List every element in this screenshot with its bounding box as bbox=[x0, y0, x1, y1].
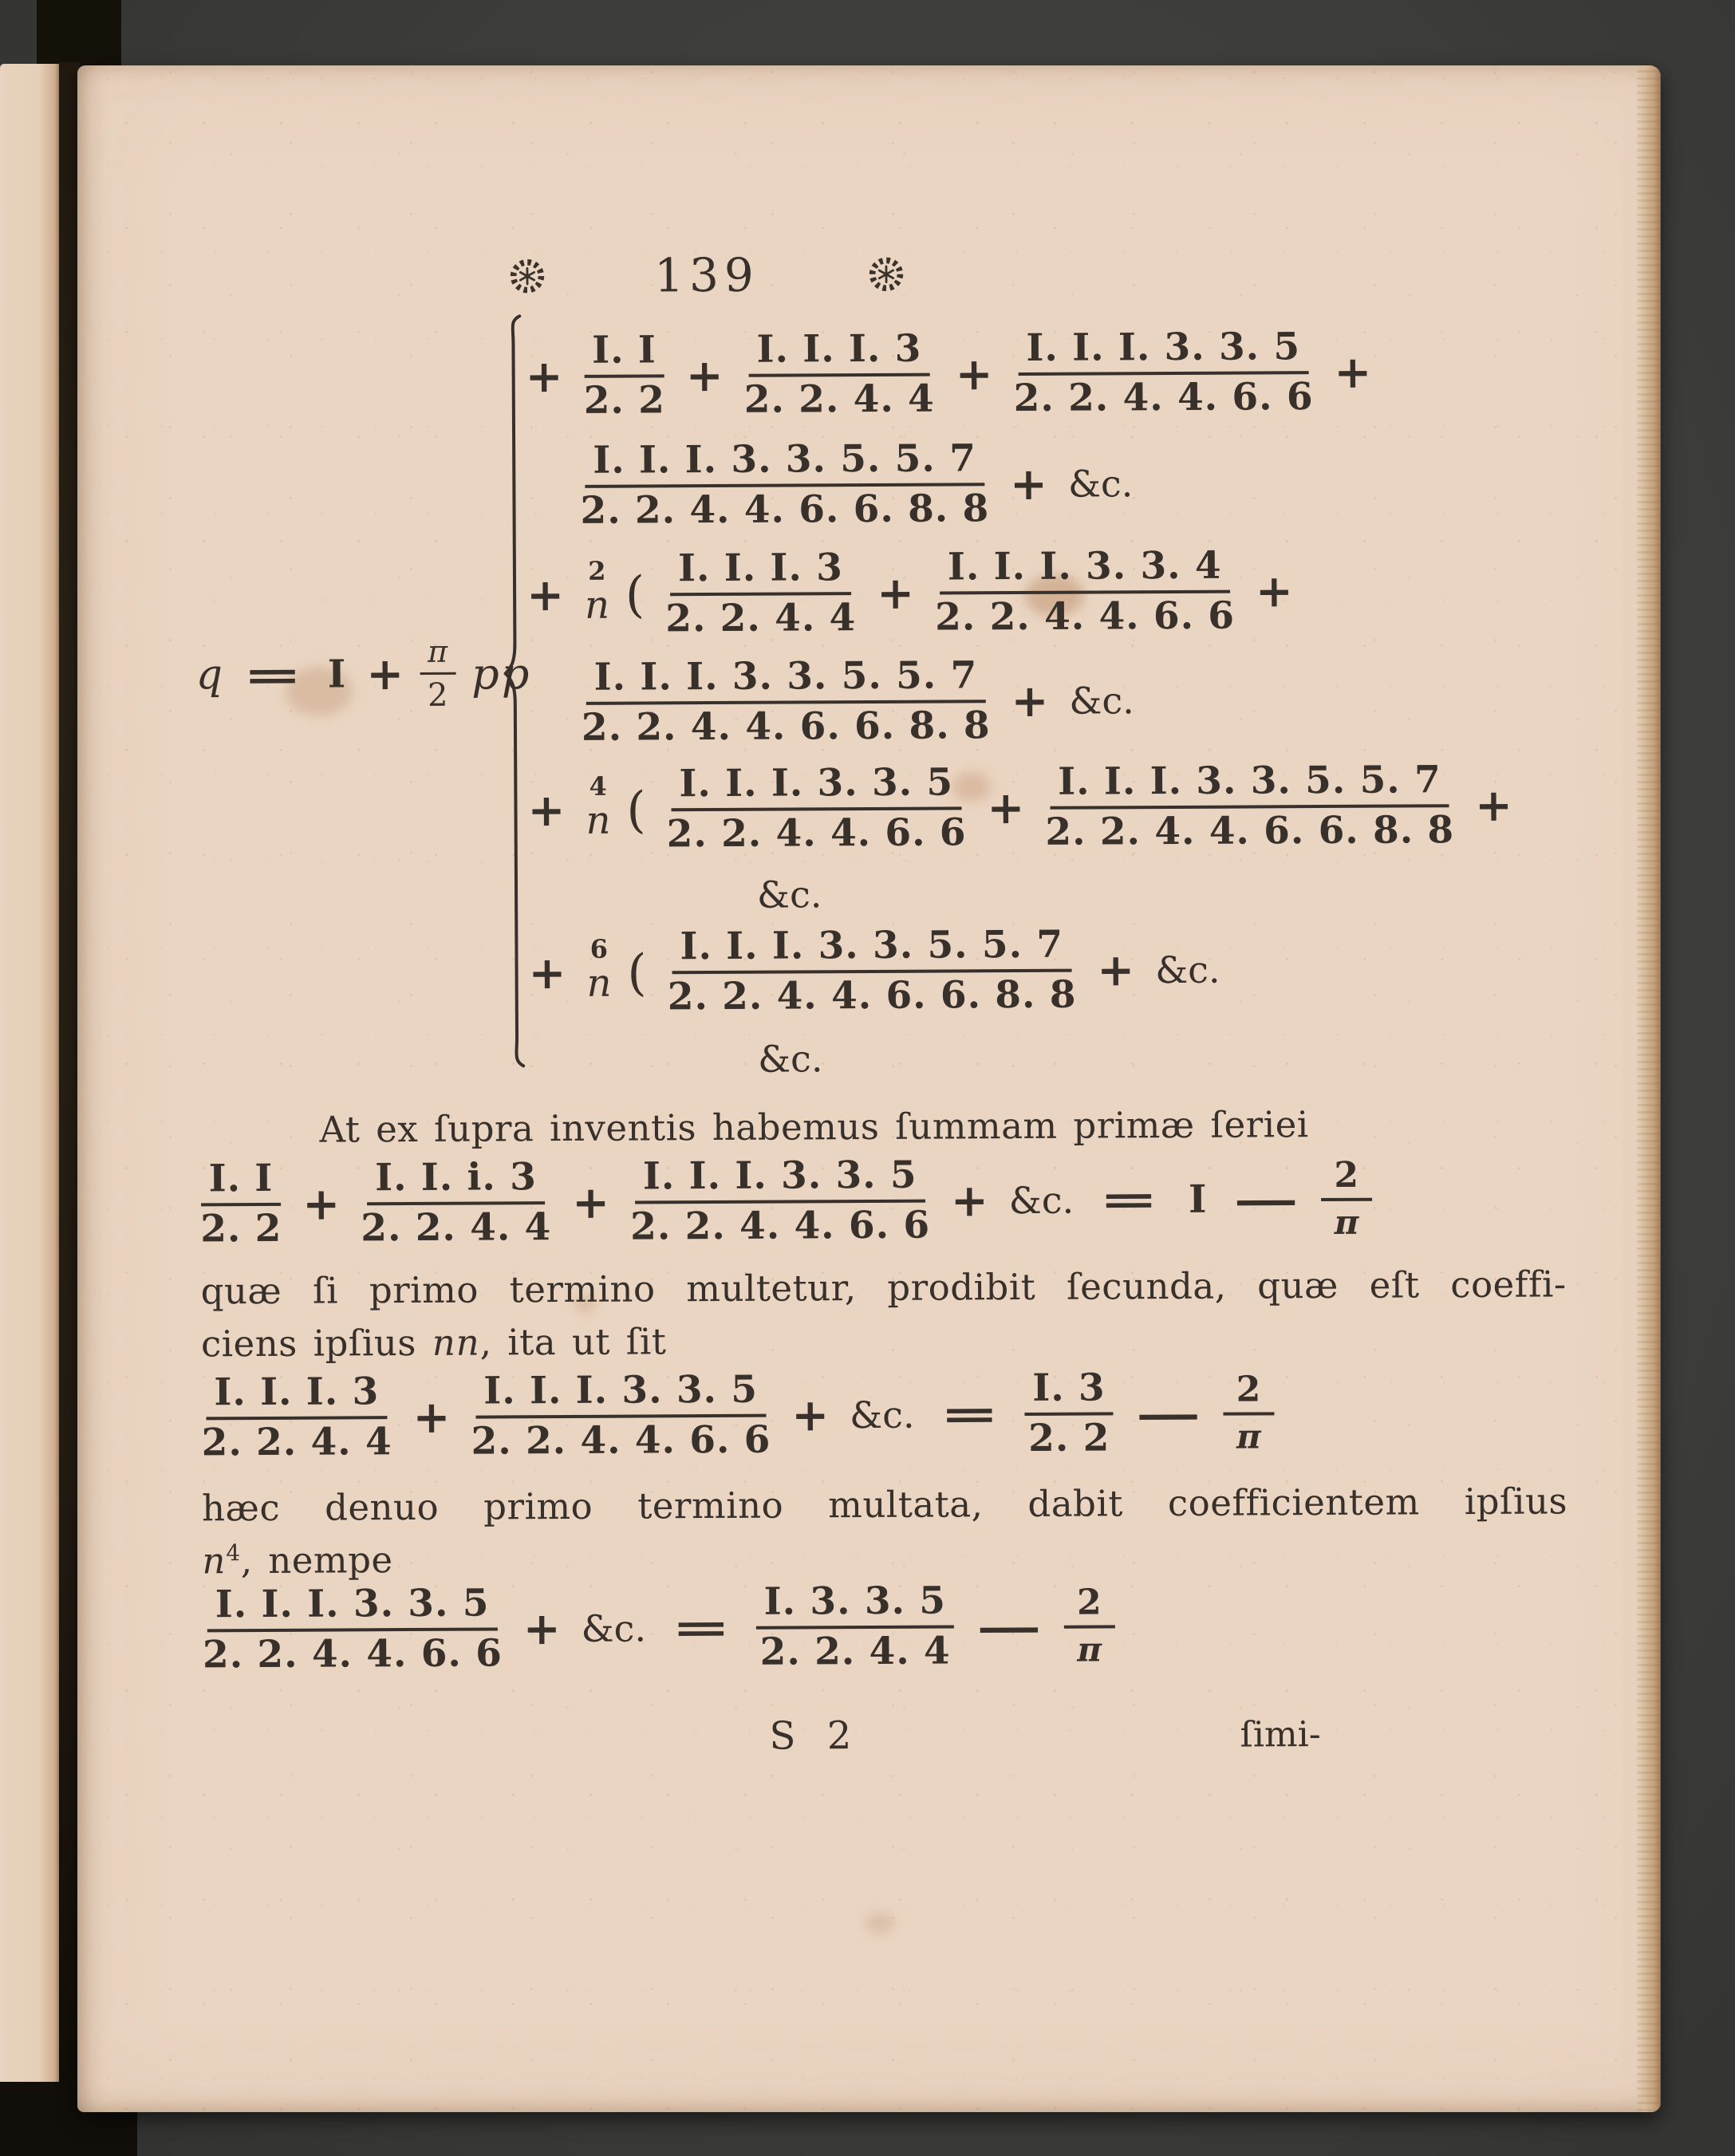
paragraph-line bbox=[201, 1311, 1567, 1371]
et-cetera-label: &c. bbox=[1067, 462, 1134, 506]
fraction bbox=[743, 326, 935, 422]
fraction-numerator: I. 3 bbox=[1024, 1369, 1114, 1415]
fraction-denominator: π bbox=[1334, 1202, 1360, 1242]
series-row-1 bbox=[525, 325, 1372, 423]
text-run: ciens ipſius bbox=[200, 1322, 432, 1366]
plus-operator: + bbox=[1474, 778, 1513, 832]
fraction bbox=[201, 1370, 392, 1465]
page-number: 139 bbox=[653, 247, 760, 303]
fraction-denominator: 2. 2. 4. 4. 6. 6 bbox=[471, 1417, 771, 1464]
series-row-7 bbox=[528, 922, 1220, 1019]
exponent: 4 bbox=[226, 1539, 241, 1567]
fraction bbox=[1224, 1369, 1275, 1456]
plus-operator: + bbox=[366, 648, 404, 701]
paragraph-line: quæ ſi primo termino multetur, prodibit ſecunda, quæ eſt coeffi- bbox=[200, 1263, 1567, 1313]
series-row-2 bbox=[580, 436, 1134, 533]
variable-n: n bbox=[584, 583, 610, 629]
page-content bbox=[77, 65, 1661, 2112]
exponent: 2 bbox=[588, 556, 606, 587]
fraction-numerator: I. I. I. 3 bbox=[206, 1373, 387, 1420]
fraction-denominator: 2. 2. 4. 4. 6. 6 bbox=[630, 1203, 931, 1249]
book-page bbox=[77, 65, 1661, 2112]
fraction-numerator: I. I. I. 3. 3. 5. 5. 7 bbox=[586, 656, 986, 704]
exponent: 4 bbox=[589, 771, 607, 802]
ink-stain bbox=[865, 1912, 895, 1934]
et-cetera-label: &c. bbox=[1008, 1178, 1075, 1222]
open-paren: ( bbox=[626, 780, 646, 839]
signature-mark: S 2 bbox=[769, 1713, 862, 1759]
fraction bbox=[1013, 325, 1314, 420]
fraction-denominator: 2. 2. 4. 4 bbox=[201, 1420, 392, 1465]
variable-n: n bbox=[586, 961, 612, 1007]
plus-operator: + bbox=[1255, 565, 1293, 618]
text-run: , nempe bbox=[240, 1539, 393, 1583]
fraction bbox=[667, 922, 1077, 1019]
minus-sign: — bbox=[976, 1600, 1042, 1653]
numeral-one: I bbox=[1188, 1177, 1207, 1222]
fraction bbox=[1024, 1366, 1114, 1460]
rosette-ornament-icon bbox=[866, 254, 906, 294]
rosette-ornament-icon bbox=[507, 256, 547, 296]
catchword: ſimi- bbox=[1240, 1714, 1321, 1756]
fraction-numerator: I. I. I. 3 bbox=[748, 330, 929, 377]
plus-operator: + bbox=[528, 946, 566, 1000]
fraction-numerator: I. I. I. 3. 3. 5. 5. 7 bbox=[672, 926, 1071, 974]
fraction-denominator: π bbox=[1236, 1417, 1262, 1456]
left-brace bbox=[502, 313, 526, 1069]
plus-operator: + bbox=[1097, 944, 1135, 997]
equals-sign: = bbox=[939, 1390, 1000, 1438]
fraction bbox=[1321, 1154, 1372, 1242]
fraction-numerator: 2 bbox=[1064, 1585, 1115, 1629]
pi-over-two-fraction bbox=[420, 633, 455, 714]
fraction bbox=[1045, 758, 1455, 854]
fraction bbox=[756, 1579, 955, 1674]
plus-operator: + bbox=[1011, 674, 1049, 727]
fraction bbox=[1064, 1582, 1115, 1669]
paragraph-fourth-power bbox=[202, 1475, 1568, 1587]
fraction-numerator: I. I bbox=[584, 331, 664, 377]
paragraph-intro: At ex ſupra inventis habemus ſummam primæ ſeriei bbox=[319, 1103, 1309, 1151]
fraction-numerator: 2 bbox=[1321, 1157, 1372, 1201]
fraction-denominator: 2. 2. 4. 4. 6. 6. 8. 8 bbox=[1045, 808, 1455, 854]
plus-operator: + bbox=[571, 1176, 610, 1229]
fraction bbox=[471, 1367, 771, 1464]
exponent: 6 bbox=[590, 934, 609, 965]
fraction-numerator: I. I. I. 3. 3. 5 bbox=[207, 1584, 498, 1632]
paragraph-line: hæc denuo primo termino multata, dabit coefficientem ipſius bbox=[201, 1480, 1568, 1530]
plus-operator: + bbox=[950, 1174, 989, 1228]
plus-operator: + bbox=[876, 566, 915, 620]
variable-n: n bbox=[586, 798, 611, 844]
fraction-numerator: I. I. I. 3. 3. 5 bbox=[1018, 328, 1308, 376]
main-equation-lhs bbox=[195, 625, 531, 723]
series-row-5 bbox=[527, 758, 1513, 857]
plus-operator: + bbox=[685, 349, 724, 403]
fraction-numerator: 2 bbox=[1224, 1372, 1275, 1416]
fraction-denominator: 2. 2. 4. 4 bbox=[743, 376, 935, 422]
variable-nn: nn bbox=[432, 1321, 480, 1365]
n-with-exponent bbox=[584, 556, 610, 629]
numeral-two: 2 bbox=[427, 676, 448, 714]
adjacent-page-edge bbox=[0, 64, 62, 2090]
fraction-numerator: I. I. I. 3. 3. 5 bbox=[475, 1371, 766, 1419]
fraction bbox=[361, 1155, 552, 1251]
et-cetera-label: &c. bbox=[1069, 679, 1134, 723]
fraction-denominator: 2. 2 bbox=[200, 1206, 282, 1251]
fraction-denominator: 2. 2. 4. 4. 6. 6. 8. 8 bbox=[667, 972, 1077, 1019]
fraction-denominator: 2. 2. 4. 4. 6. 6 bbox=[1013, 374, 1314, 420]
variable-n: n bbox=[202, 1539, 227, 1583]
series-row-6 bbox=[757, 873, 822, 916]
fraction-denominator: 2. 2. 4. 4 bbox=[361, 1204, 552, 1251]
plus-operator: + bbox=[1334, 345, 1372, 399]
open-paren: ( bbox=[625, 565, 645, 624]
series-row-4 bbox=[581, 653, 1135, 750]
fraction bbox=[630, 1153, 931, 1249]
fraction-denominator: 2. 2. 4. 4. 6. 6 bbox=[666, 810, 967, 857]
fraction bbox=[935, 543, 1236, 640]
fraction-numerator: I. 3. 3. 5 bbox=[756, 1582, 955, 1629]
open-paren: ( bbox=[627, 943, 647, 1002]
minus-sign: — bbox=[1136, 1387, 1201, 1440]
equation-n4-coefficient bbox=[203, 1581, 1115, 1675]
plus-operator: + bbox=[525, 349, 563, 404]
equation-nn-coefficient bbox=[201, 1368, 1275, 1463]
equals-sign: = bbox=[1098, 1176, 1159, 1224]
paragraph-second-series bbox=[200, 1258, 1567, 1370]
fraction-denominator: 2. 2. 4. 4 bbox=[759, 1629, 951, 1674]
plus-operator: + bbox=[522, 1602, 561, 1656]
fraction-denominator: 2. 2. 4. 4. 6. 6. 8. 8 bbox=[581, 704, 991, 750]
fraction-denominator: π bbox=[1077, 1630, 1103, 1669]
plus-operator: + bbox=[987, 781, 1025, 835]
fraction-numerator: I. I. I. 3. 3. 5 bbox=[635, 1157, 925, 1204]
fraction-denominator: 2. 2 bbox=[1028, 1416, 1110, 1460]
fraction-denominator: 2. 2. 4. 4. 6. 6 bbox=[935, 593, 1236, 640]
et-cetera-label: &c. bbox=[581, 1606, 647, 1650]
equals-sign: = bbox=[671, 1604, 731, 1652]
fraction-denominator: 2. 2. 4. 4. 6. 6 bbox=[202, 1631, 503, 1677]
fraction-denominator: 2. 2 bbox=[583, 378, 666, 423]
fraction bbox=[666, 760, 967, 857]
equation-first-series-sum bbox=[200, 1154, 1373, 1249]
fraction-denominator: 2. 2. 4. 4. 6. 6. 8. 8 bbox=[580, 487, 990, 533]
fraction-numerator: I. I. I. 3. 3. 4 bbox=[940, 547, 1230, 595]
spine-shadow-top bbox=[37, 0, 121, 69]
numeral-one: I bbox=[327, 652, 346, 697]
text-run: , ita ut ſit bbox=[479, 1320, 667, 1364]
minus-sign: — bbox=[1233, 1173, 1299, 1225]
fraction-numerator: I. I. I. 3. 3. 5. 5. 7 bbox=[585, 439, 984, 487]
fraction-numerator: I. I bbox=[201, 1160, 282, 1206]
plus-operator: + bbox=[412, 1390, 451, 1444]
series-row-8 bbox=[758, 1037, 823, 1080]
plus-operator: + bbox=[791, 1389, 830, 1442]
fraction-numerator: I. I. I. 3 bbox=[670, 549, 851, 596]
et-cetera-label: &c. bbox=[756, 873, 822, 916]
pi-symbol: π bbox=[420, 637, 455, 675]
n-with-exponent bbox=[586, 771, 611, 844]
et-cetera-label: &c. bbox=[1155, 948, 1220, 991]
variable-pp: pp bbox=[471, 648, 532, 700]
et-cetera-label: &c. bbox=[758, 1037, 823, 1081]
n-with-exponent bbox=[586, 934, 612, 1007]
fraction-numerator: I. I. I. 3. 3. 5 bbox=[671, 763, 961, 811]
fraction bbox=[580, 436, 990, 533]
et-cetera-label: &c. bbox=[850, 1393, 915, 1437]
fraction bbox=[200, 1156, 282, 1251]
fraction bbox=[583, 328, 666, 423]
plus-operator: + bbox=[955, 348, 993, 401]
plus-operator: + bbox=[1009, 457, 1048, 510]
fraction bbox=[202, 1581, 503, 1677]
equals-sign: = bbox=[242, 651, 303, 699]
fraction-denominator: 2. 2. 4. 4 bbox=[665, 595, 857, 641]
plus-operator: + bbox=[526, 568, 565, 622]
variable-q: q bbox=[195, 651, 223, 700]
fraction-numerator: I. I. I. 3. 3. 5. 5. 7 bbox=[1050, 761, 1449, 809]
fraction bbox=[581, 653, 991, 750]
plus-operator: + bbox=[527, 783, 566, 838]
page-header bbox=[507, 247, 906, 304]
fraction bbox=[665, 546, 857, 641]
fraction-numerator: I. I. i. 3 bbox=[367, 1158, 545, 1205]
series-row-3 bbox=[526, 543, 1293, 641]
plus-operator: + bbox=[302, 1177, 341, 1231]
